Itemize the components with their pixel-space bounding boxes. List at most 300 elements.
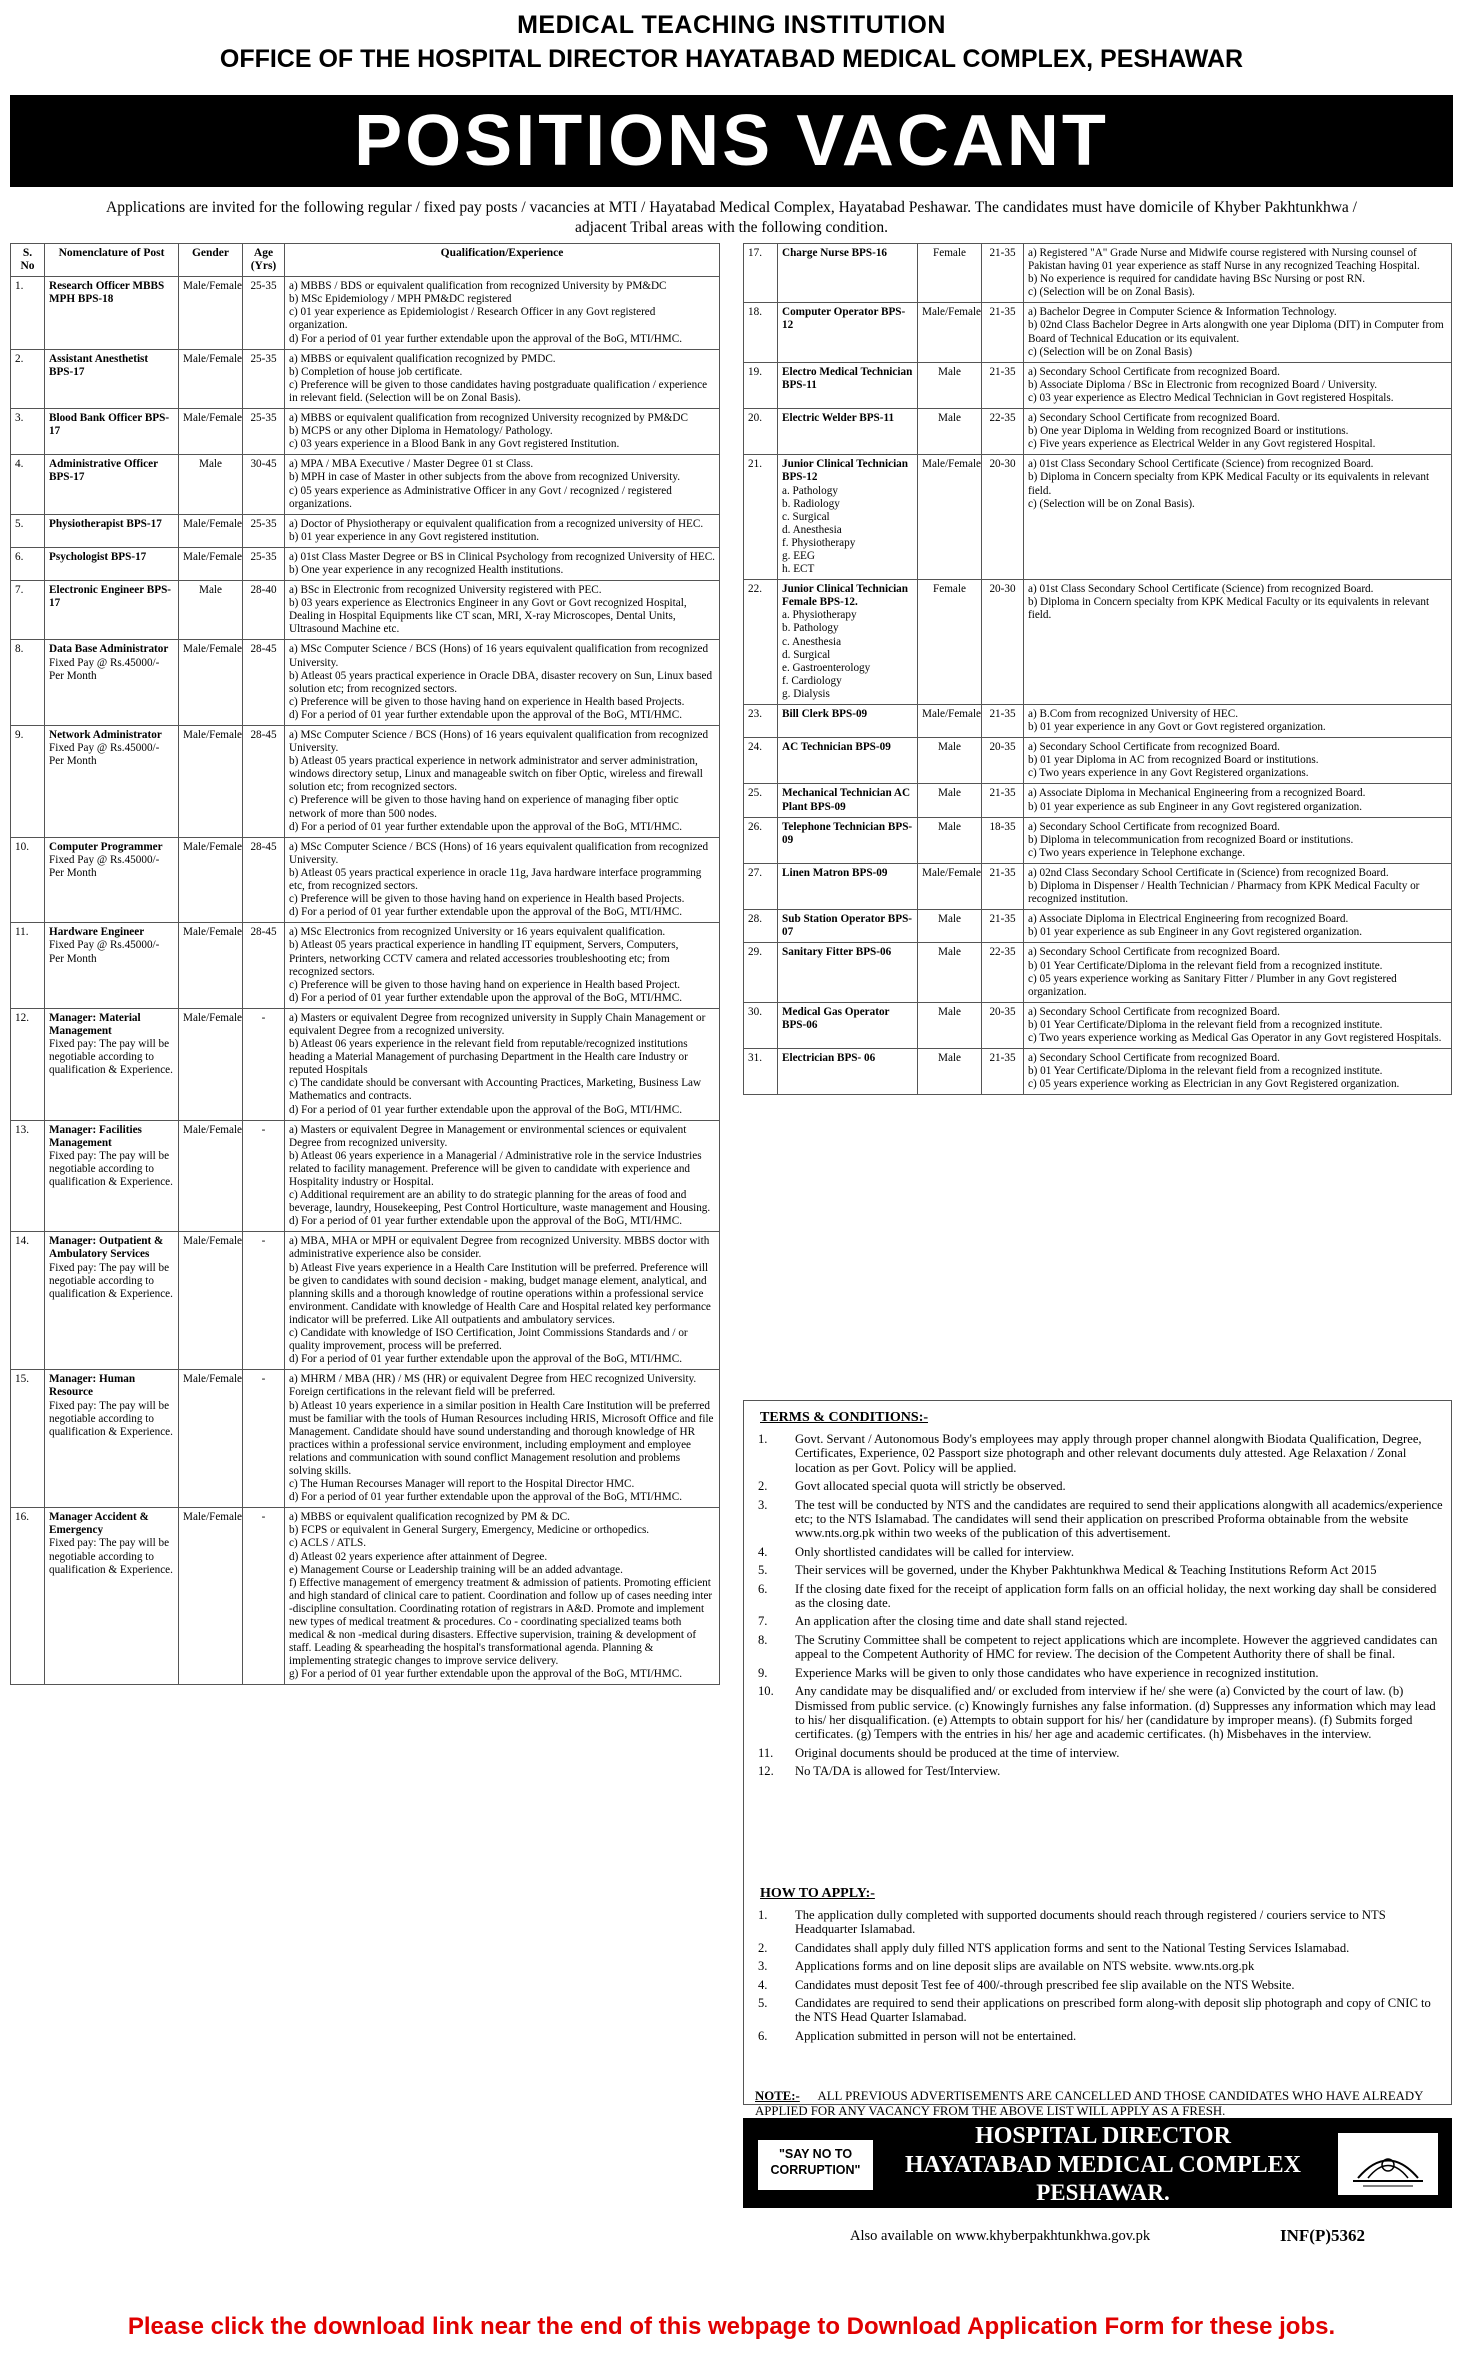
- qualification-cell: [285, 277, 720, 349]
- serial-number: 12.: [11, 1008, 45, 1120]
- qualification-cell: [1024, 705, 1452, 738]
- terms-heading: TERMS & CONDITIONS:-: [760, 1410, 929, 1425]
- qualification-line: a) 01st Class Master Degree or BS in Clinical Psychology from recognized University of HEC.: [289, 550, 715, 563]
- post-cell: [778, 244, 918, 303]
- qualification-line: a) MSc Computer Science / BCS (Hons) of 16 years equivalent qualification from recognized University.: [289, 643, 709, 669]
- age-cell: 22-35: [982, 409, 1024, 455]
- position-row: [744, 1049, 1452, 1095]
- list-item: [755, 1498, 1445, 1541]
- qualification-cell: [1024, 863, 1452, 909]
- position-row: [11, 1508, 720, 1685]
- post-cell: [778, 455, 918, 580]
- signatory-organization: HAYATABAD MEDICAL COMPLEX: [904, 2152, 1302, 2178]
- qualification-line: a) MPA / MBA Executive / Master Degree 01 st Class.: [289, 458, 534, 471]
- post-title: Mechanical Technician AC Plant BPS-09: [782, 787, 911, 813]
- post-cell: [45, 409, 179, 455]
- qualification-line: d) For a period of 01 year further extendable upon the approval of the BoG, MTI/HMC.: [289, 332, 683, 345]
- qualification-line: b) Associate Diploma / BSc in Electronic from recognized Board / University.: [1028, 378, 1378, 391]
- list-item: [755, 1563, 1445, 1577]
- gender-cell: Male/Female: [179, 1120, 243, 1232]
- item-number: 3.: [758, 1959, 768, 1974]
- post-subtitle: a. Physiotherapy b. Pathology c. Anesthesia d. Surgical e. Gastroenterology f. Cardiology g. Dialysis: [782, 609, 871, 700]
- post-cell: [45, 837, 179, 923]
- post-title: Sanitary Fitter BPS-06: [782, 946, 892, 959]
- qualification-cell: [285, 349, 720, 408]
- qualification-line: c) Preference will be given to those having hand on experience in Health based Project.: [289, 978, 681, 991]
- position-row: [11, 409, 720, 455]
- serial-number: 1.: [11, 277, 45, 349]
- position-row: [744, 863, 1452, 909]
- list-item: [755, 1545, 1445, 1559]
- qualification-line: c) Two years experience working as Medical Gas Operator in any Govt registered Hospitals.: [1028, 1031, 1442, 1044]
- item-number: 7.: [758, 1614, 768, 1629]
- item-number: 3.: [758, 1497, 768, 1512]
- item-number: 6.: [758, 1581, 768, 1596]
- list-item: [755, 2029, 1445, 2043]
- position-row: [744, 784, 1452, 817]
- serial-number: 10.: [11, 837, 45, 923]
- serial-number: 27.: [744, 863, 778, 909]
- qualification-line: d) For a period of 01 year further extendable upon the approval of the BoG, MTI/HMC.: [289, 1353, 683, 1366]
- list-item: [755, 1978, 1445, 1992]
- post-cell: [45, 349, 179, 408]
- qualification-cell: [1024, 817, 1452, 863]
- download-notice: Please click the download link near the end of this webpage to Download Application Form for these jobs.: [127, 2313, 1336, 2340]
- position-row: [744, 705, 1452, 738]
- item-text: Their services will be governed, under the Khyber Pakhtunkhwa Medical & Teaching Institutions Reform Act 2015: [795, 1563, 1377, 1578]
- item-number: 1.: [758, 1908, 768, 1922]
- qualification-line: c) ACLS / ATLS.: [289, 1537, 367, 1550]
- positions-vacant-banner: POSITIONS VACANT: [10, 95, 1453, 187]
- gender-cell: Male: [918, 817, 982, 863]
- serial-number: 8.: [11, 640, 45, 726]
- qualification-line: a) Secondary School Certificate from recognized Board.: [1028, 820, 1280, 833]
- serial-number: 21.: [744, 455, 778, 580]
- age-cell: 25-35: [243, 409, 285, 455]
- post-title: Manager Accident & Emergency: [49, 1511, 149, 1537]
- qualification-line: a) Associate Diploma in Mechanical Engineering from a recognized Board.: [1028, 787, 1366, 800]
- qualification-cell: [1024, 738, 1452, 784]
- list-item: [755, 1959, 1445, 1973]
- post-cell: [45, 455, 179, 514]
- qualification-line: a) MBBS / BDS or equivalent qualification from recognized University by PM&DC: [289, 280, 667, 293]
- qualification-cell: [285, 547, 720, 580]
- terms-list: [755, 1432, 1445, 1783]
- qualification-line: d) For a period of 01 year further extendable upon the approval of the BoG, MTI/HMC.: [289, 1491, 683, 1504]
- qualification-line: a) Registered "A" Grade Nurse and Midwife course registered with Nursing counsel of Pakistan having 01 year experience as staff Nurse in any recognized Teaching Hospital.: [1028, 247, 1420, 273]
- item-text: Govt allocated special quota will strictly be observed.: [795, 1479, 1066, 1494]
- age-cell: 28-45: [243, 837, 285, 923]
- qualification-cell: [1024, 580, 1452, 705]
- serial-number: 30.: [744, 1002, 778, 1048]
- gender-cell: Male/Female: [179, 514, 243, 547]
- serial-number: 15.: [11, 1370, 45, 1508]
- gender-cell: Male: [918, 1049, 982, 1095]
- post-title: Junior Clinical Technician Female BPS-12.: [782, 583, 908, 609]
- item-number: 6.: [758, 2028, 768, 2043]
- qualification-line: b) FCPS or equivalent in General Surgery, Emergency, Medicine or orthopedics.: [289, 1524, 650, 1537]
- gender-cell: Female: [918, 244, 982, 303]
- age-cell: 21-35: [982, 1049, 1024, 1095]
- age-cell: 20-30: [982, 580, 1024, 705]
- serial-number: 11.: [11, 923, 45, 1009]
- post-cell: [45, 640, 179, 726]
- qualification-line: b) One year experience in any recognized Health institutions.: [289, 563, 564, 576]
- qualification-line: a) MBBS or equivalent qualification from recognized University recognized by PM&DC: [289, 412, 688, 425]
- qualification-line: a) MSc Computer Science / BCS (Hons) of 16 years equivalent qualification from recognized University.: [289, 840, 709, 866]
- serial-number: 28.: [744, 910, 778, 943]
- qualification-cell: [1024, 910, 1452, 943]
- post-title: Psychologist BPS-17: [49, 550, 147, 563]
- qualification-line: a) Secondary School Certificate from recognized Board.: [1028, 412, 1280, 425]
- serial-number: 7.: [11, 581, 45, 640]
- intro-text: [20, 198, 1443, 238]
- post-subtitle: Fixed Pay @ Rs.45000/- Per Month: [49, 939, 160, 965]
- post-cell: [778, 910, 918, 943]
- serial-number: 23.: [744, 705, 778, 738]
- post-title: Electric Welder BPS-11: [782, 412, 895, 425]
- post-title: Charge Nurse BPS-16: [782, 247, 888, 259]
- qualification-cell: [285, 455, 720, 514]
- position-row: [744, 409, 1452, 455]
- qualification-cell: [1024, 1002, 1452, 1048]
- post-cell: [45, 1008, 179, 1120]
- qualification-line: g) For a period of 01 year further extendable upon the approval of the BoG, MTI/HMC.: [289, 1668, 683, 1681]
- post-title: Linen Matron BPS-09: [782, 866, 888, 879]
- qualification-line: b) Atleast 05 years practical experience in oracle 11g, Java hardware interface programming etc, from recognized sectors.: [289, 866, 702, 893]
- qualification-line: c) Additional requirement are an ability to do strategic planning for the areas of food and beverage, laundry, Housekeeping, Pest Control Horticulture, waste management and Housing.: [289, 1189, 711, 1215]
- qualification-line: a) Secondary School Certificate from recognized Board.: [1028, 365, 1280, 378]
- qualification-line: c) 01 year experience as Epidemiologist / Research Officer in any Govt registered organization.: [289, 306, 656, 332]
- qualification-line: b) MCPS or any other Diploma in Hematology/ Pathology.: [289, 425, 553, 438]
- intro-line-1: Applications are invited for the following regular / fixed pay posts / vacancies at MTI / Hayatabad Medical Complex, Hayatabad Peshawar. The candidates must have domicile of Khyber Pakhtunkhwa /: [106, 199, 1357, 216]
- qualification-cell: [285, 581, 720, 640]
- gender-cell: Male/Female: [179, 1232, 243, 1370]
- gender-cell: Male/Female: [918, 705, 982, 738]
- list-item: [755, 1764, 1445, 1778]
- col-age: Age (Yrs): [243, 244, 285, 277]
- qualification-line: c) Preference will be given to those having hand on experience in Health based Projects.: [289, 893, 685, 906]
- qualification-line: c) Candidate with knowledge of ISO Certification, Joint Commissions Standards and / or quality improvement, process will be preferred.: [289, 1327, 688, 1353]
- item-text: Candidates are required to send their applications on prescribed form along-with deposit slip photograph and copy of CNIC to the NTS Head Quarter Islamabad.: [795, 1996, 1431, 2025]
- position-row: [744, 580, 1452, 705]
- qualification-cell: [285, 1232, 720, 1370]
- position-row: [11, 1008, 720, 1120]
- serial-number: 4.: [11, 455, 45, 514]
- serial-number: 5.: [11, 514, 45, 547]
- qualification-line: a) BSc in Electronic from recognized University registered with PEC.: [289, 584, 602, 597]
- qualification-line: a) 01st Class Secondary School Certificate (Science) from recognized Board.: [1028, 583, 1374, 596]
- gender-cell: Male/Female: [179, 409, 243, 455]
- position-row: [11, 1370, 720, 1508]
- item-text: An application after the closing time and date shall stand rejected.: [795, 1614, 1128, 1629]
- qualification-line: d) For a period of 01 year further extendable upon the approval of the BoG, MTI/HMC.: [289, 1103, 683, 1116]
- position-row: [744, 303, 1452, 362]
- age-cell: 25-35: [243, 547, 285, 580]
- left-positions-table: [10, 243, 720, 1685]
- post-title: Manager: Outpatient & Ambulatory Services: [49, 1235, 164, 1261]
- post-cell: [778, 580, 918, 705]
- post-cell: [778, 738, 918, 784]
- qualification-cell: [1024, 943, 1452, 1002]
- age-cell: 21-35: [982, 362, 1024, 408]
- post-title: Telephone Technician BPS-09: [782, 820, 913, 846]
- item-text: Only shortlisted candidates will be called for interview.: [795, 1544, 1074, 1559]
- post-cell: [778, 362, 918, 408]
- qualification-line: a) Masters or equivalent Degree in Management or environmental sciences or equivalent Degree from recognized university.: [289, 1123, 687, 1149]
- gender-cell: Male/Female: [179, 923, 243, 1009]
- how-to-apply-heading: HOW TO APPLY:-: [760, 1886, 875, 1901]
- position-row: [11, 837, 720, 923]
- qualification-line: a) MBBS or equivalent qualification recognized by PMDC.: [289, 352, 556, 365]
- qualification-line: c) 05 years experience as Administrative Officer in any Govt / recognized / registered organizations.: [289, 484, 672, 510]
- qualification-line: b) 01 year experience in any Govt or Govt registered organization.: [1028, 721, 1326, 734]
- qualification-cell: [285, 1120, 720, 1232]
- age-cell: 21-35: [982, 303, 1024, 362]
- item-text: No TA/DA is allowed for Test/Interview.: [795, 1764, 1001, 1779]
- post-cell: [45, 1370, 179, 1508]
- serial-number: 20.: [744, 409, 778, 455]
- post-title: Assistant Anesthetist BPS-17: [49, 352, 149, 378]
- serial-number: 17.: [744, 244, 778, 303]
- post-title: AC Technician BPS-09: [782, 741, 891, 754]
- post-title: Physiotherapist BPS-17: [49, 517, 162, 530]
- position-row: [744, 362, 1452, 408]
- age-cell: -: [243, 1120, 285, 1232]
- item-number: 1.: [758, 1432, 768, 1446]
- qualification-cell: [285, 640, 720, 726]
- list-item: [755, 1746, 1445, 1760]
- qualification-line: a) Secondary School Certificate from recognized Board.: [1028, 946, 1280, 959]
- post-title: Data Base Administrator: [49, 643, 169, 656]
- qualification-cell: [285, 1008, 720, 1120]
- item-number: 5.: [758, 1996, 768, 2011]
- note: [755, 2089, 1445, 2119]
- position-row: [11, 1120, 720, 1232]
- qualification-line: c) Two years experience in any Govt Registered organizations.: [1028, 767, 1309, 780]
- office-title: OFFICE OF THE HOSPITAL DIRECTOR HAYATABAD MEDICAL COMPLEX, PESHAWAR: [219, 45, 1244, 73]
- post-title: Sub Station Operator BPS-07: [782, 913, 913, 939]
- age-cell: 30-45: [243, 455, 285, 514]
- age-cell: 22-35: [982, 943, 1024, 1002]
- qualification-line: b) Atleast 05 years practical experience in Oracle DBA, disaster recovery on Sun, Linux based solution etc; from recognized sectors.: [289, 669, 713, 695]
- post-subtitle: Fixed pay: The pay will be negotiable according to qualification & Experience.: [49, 1537, 173, 1576]
- age-cell: 28-45: [243, 923, 285, 1009]
- signatory-city: PESHAWAR.: [1036, 2180, 1170, 2205]
- qualification-line: b) Atleast 05 years practical experience in handling IT equipment, Servers, Computers, Printers, networking CCTV camera and related accessories troubleshooting etc; from recognized sectors.: [289, 939, 679, 978]
- item-number: 4.: [758, 1977, 768, 1992]
- right-positions-table: [743, 243, 1452, 1095]
- position-row: [744, 738, 1452, 784]
- qualification-line: c) 03 years experience in a Blood Bank in any Govt registered Institution.: [289, 438, 620, 451]
- position-row: [11, 1232, 720, 1370]
- position-row: [744, 817, 1452, 863]
- qualification-line: a) B.Com from recognized University of HEC.: [1028, 708, 1239, 720]
- age-cell: 21-35: [982, 863, 1024, 909]
- col-gender: Gender: [179, 244, 243, 277]
- post-title: Electronic Engineer BPS-17: [49, 584, 172, 610]
- item-text: Candidates must deposit Test fee of 400/-through prescribed fee slip available on the NTS Website.: [795, 1977, 1295, 1992]
- post-subtitle: Fixed pay: The pay will be negotiable according to qualification & Experience.: [49, 1149, 173, 1188]
- qualification-cell: [1024, 455, 1452, 580]
- qualification-line: b) 01 Year Certificate/Diploma in the relevant field from a recognized institute.: [1028, 959, 1383, 972]
- qualification-cell: [285, 1370, 720, 1508]
- gender-cell: Male/Female: [179, 640, 243, 726]
- serial-number: 9.: [11, 726, 45, 838]
- age-cell: 28-40: [243, 581, 285, 640]
- post-subtitle: Fixed pay: The pay will be negotiable according to qualification & Experience.: [49, 1038, 173, 1077]
- post-cell: [778, 784, 918, 817]
- qualification-line: b) Atleast Five years experience in a Health Care Institution will be preferred. Preference will be given to candidates with sound decision - making, budget manage element, analytical, and planning skills and a thorough knowledge of routine operations within a professional service environment. Candidate with knowledge of Health Care and Hospital related key performance indicator will be preferred. Like All outpatients and ambulatory services.: [289, 1261, 711, 1326]
- serial-number: 22.: [744, 580, 778, 705]
- list-item: [755, 1908, 1445, 1937]
- qualification-line: c) 05 years experience working as Sanitary Fitter / Plumber in any Govt registered organization.: [1028, 972, 1397, 998]
- post-title: Bill Clerk BPS-09: [782, 708, 868, 720]
- qualification-line: a) MSc Electronics from recognized University or 16 years equivalent qualification.: [289, 926, 666, 939]
- qualification-cell: [1024, 784, 1452, 817]
- post-cell: [45, 547, 179, 580]
- post-title: Electro Medical Technician BPS-11: [782, 365, 913, 391]
- qualification-line: b) Atleast 05 years practical experience in network administrator and server administration, windows directory setup, Linux and manageable switch on fiber Optic, wireless and firewall solution etc; from recognized sectors.: [289, 755, 703, 794]
- post-title: Manager: Human Resource: [49, 1373, 136, 1399]
- serial-number: 13.: [11, 1120, 45, 1232]
- list-item: [755, 1614, 1445, 1628]
- position-row: [744, 455, 1452, 580]
- qualification-line: b) Diploma in Concern specialty from KPK Medical Faculty or its equivalents in relevant field.: [1028, 596, 1430, 622]
- qualification-line: a) Secondary School Certificate from recognized Board.: [1028, 741, 1280, 754]
- qualification-line: a) Associate Diploma in Electrical Engineering from recognized Board.: [1028, 913, 1349, 926]
- post-subtitle: Fixed pay: The pay will be negotiable according to qualification & Experience.: [49, 1261, 173, 1300]
- qualification-line: b) Atleast 06 years experience in the relevant field from reputable/recognized institutions heading a Material Management of purchasing Department in the Health care Industry or reputed Hospitals: [289, 1038, 688, 1077]
- qualification-cell: [285, 726, 720, 838]
- item-number: 4.: [758, 1544, 768, 1559]
- post-cell: [778, 1049, 918, 1095]
- age-cell: -: [243, 1232, 285, 1370]
- post-title: Computer Programmer: [49, 840, 163, 853]
- intro-line-2: adjacent Tribal areas with the following condition.: [575, 219, 888, 236]
- qualification-line: c) The candidate should be conversant with Accounting Practices, Marketing, Business Law Mathematics and contracts.: [289, 1077, 702, 1103]
- item-text: The application dully completed with supported documents should reach through registered / couriers service to NTS Headquarter Islamabad.: [795, 1908, 1386, 1937]
- qualification-line: a) 02nd Class Secondary School Certificate in (Science) from recognized Board.: [1028, 866, 1389, 879]
- gender-cell: Male: [918, 738, 982, 784]
- qualification-line: a) MBBS or equivalent qualification recognized by PM & DC.: [289, 1511, 570, 1524]
- qualification-line: e) Management Course or Leadership training will be an added advantage.: [289, 1563, 623, 1576]
- age-cell: 21-35: [982, 244, 1024, 303]
- note-label: NOTE:-: [755, 2089, 800, 2103]
- post-cell: [778, 409, 918, 455]
- position-row: [744, 244, 1452, 303]
- emblem-graphic: [1338, 2133, 1438, 2195]
- age-cell: 21-35: [982, 705, 1024, 738]
- qualification-line: d) For a period of 01 year further extendable upon the approval of the BoG, MTI/HMC.: [289, 906, 683, 919]
- qualification-line: b) Diploma in Dispenser / Health Technician / Pharmacy from KPK Medical Faculty or recognized institution.: [1028, 880, 1420, 906]
- qualification-cell: [1024, 362, 1452, 408]
- qualification-line: c) Preference will be given to those having hand on experience in Health based Projects.: [289, 695, 685, 708]
- post-cell: [45, 1232, 179, 1370]
- inf-number: INF(P)5362: [1280, 2226, 1365, 2245]
- qualification-line: a) 01st Class Secondary School Certificate (Science) from recognized Board.: [1028, 458, 1374, 471]
- post-subtitle: a. Pathology b. Radiology c. Surgical d. Anesthesia f. Physiotherapy g. EEG h. ECT: [782, 484, 856, 576]
- post-subtitle: Fixed Pay @ Rs.45000/- Per Month: [49, 853, 160, 879]
- post-subtitle: Fixed pay: The pay will be negotiable according to qualification & Experience.: [49, 1399, 173, 1438]
- age-cell: -: [243, 1508, 285, 1685]
- gender-cell: Male/Female: [179, 837, 243, 923]
- qualification-cell: [285, 1508, 720, 1685]
- qualification-line: a) MBA, MHA or MPH or equivalent Degree from recognized University. MBBS doctor with administrative experience also be consider.: [289, 1235, 710, 1261]
- age-cell: 20-35: [982, 738, 1024, 784]
- qualification-line: b) 03 years experience as Electronics Engineer in any Govt or Govt recognized Hospital, Dealing in Hospital Equipments like CT scan, MRI, X-ray Microscopes, Dental Units, Ultrasound Machine etc.: [289, 597, 687, 636]
- list-item: [755, 1479, 1445, 1493]
- item-number: 8.: [758, 1632, 768, 1647]
- col-sno: S. No: [11, 244, 45, 277]
- note-text: ALL PREVIOUS ADVERTISEMENTS ARE CANCELLED AND THOSE CANDIDATES WHO HAVE ALREADY APPLIED FOR ANY VACANCY FROM THE ABOVE LIST WILL APPLY AS A FRESH.: [755, 2089, 1423, 2118]
- age-cell: -: [243, 1008, 285, 1120]
- qualification-cell: [1024, 409, 1452, 455]
- qualification-line: b) Atleast 10 years experience in a similar position in Health Care Institution will be preferred must be familiar with the tools of Human Resources including HRIS, Microsoft Office and file Management. Candidate should have sound understanding and thorough knowledge of HR practices within a professional service environment, including employment and employee relations and communication with sound conflict Management resolution and problems solving skills.: [289, 1399, 714, 1477]
- qualification-line: b) 02nd Class Bachelor Degree in Arts alongwith one year Diploma (DIT) in Computer from Board of Technical Education or its equivalent.: [1028, 319, 1444, 345]
- qualification-line: b) 01 year experience in any Govt registered institution.: [289, 530, 540, 543]
- post-title: Computer Operator BPS-12: [782, 306, 906, 332]
- item-text: Any candidate may be disqualified and/ or excluded from interview if he/ she were (a) Convicted by the court of law. (b) Dismissed from public service. (c) Knowingly furnishes any false information. (d) Suppresses any information which may lead to his/ her disqualification. (e) Attempts to obtain support for his/ her (candidature by improper means). (f) Submits forged certificates. (g) Tempers with the entries in his/ her age and academic certificates. (h) Misbehaves in the interview.: [795, 1684, 1436, 1742]
- serial-number: 14.: [11, 1232, 45, 1370]
- item-number: 12.: [758, 1764, 774, 1779]
- list-item: [755, 1666, 1445, 1680]
- qualification-line: b) Completion of house job certificate.: [289, 365, 463, 378]
- position-row: [11, 726, 720, 838]
- item-text: If the closing date fixed for the receipt of application form falls on an official holiday, the next working day shall be considered as the closing date.: [795, 1581, 1437, 1611]
- item-text: The test will be conducted by NTS and the candidates are required to send their applications alongwith all academics/experience etc; to the NTS Islamabad. The candidates will send their application on prescribed Proforma obtainable from the website www.nts.org.pk within two weeks of the publication of this advertisement.: [795, 1497, 1443, 1541]
- qualification-line: c) 05 years experience working as Electrician in any Govt Registered organization.: [1028, 1078, 1400, 1091]
- post-title: Research Officer MBBS MPH BPS-18: [49, 280, 165, 306]
- list-item: [755, 1684, 1445, 1742]
- qualification-cell: [1024, 1049, 1452, 1095]
- gender-cell: Male/Female: [179, 1008, 243, 1120]
- age-cell: -: [243, 1370, 285, 1508]
- qualification-line: a) Doctor of Physiotherapy or equivalent qualification from a recognized university of HEC.: [289, 517, 704, 530]
- age-cell: 25-35: [243, 277, 285, 349]
- list-item: [755, 1432, 1445, 1475]
- website-notice: Also available on www.khyberpakhtunkhwa.gov.pk: [850, 2228, 1151, 2244]
- gender-cell: Male/Female: [179, 1508, 243, 1685]
- post-title: Medical Gas Operator BPS-06: [782, 1005, 890, 1031]
- serial-number: 19.: [744, 362, 778, 408]
- age-cell: 21-35: [982, 910, 1024, 943]
- gender-cell: Male/Female: [179, 547, 243, 580]
- qualification-line: c) Preference will be given to those having hand on experience of managing fiber optic network of more than 500 nodes.: [289, 794, 679, 820]
- post-title: Junior Clinical Technician BPS-12: [782, 458, 908, 484]
- qualification-line: d) For a period of 01 year further extendable upon the approval of the BoG, MTI/HMC.: [289, 820, 683, 833]
- qualification-line: b) 01 Year Certificate/Diploma in the relevant field from a recognized institute.: [1028, 1065, 1383, 1078]
- position-row: [11, 581, 720, 640]
- position-row: [11, 640, 720, 726]
- item-number: 2.: [758, 1479, 768, 1494]
- list-item: [755, 1996, 1445, 2025]
- list-item: [755, 1941, 1445, 1955]
- qualification-line: b) Diploma in telecommunication from recognized Board or institutions.: [1028, 833, 1354, 846]
- gender-cell: Female: [918, 580, 982, 705]
- qualification-line: b) MSc Epidemiology / MPH PM&DC registered: [289, 293, 512, 306]
- qualification-line: d) For a period of 01 year further extendable upon the approval of the BoG, MTI/HMC.: [289, 1215, 683, 1228]
- position-row: [744, 910, 1452, 943]
- post-subtitle: Fixed Pay @ Rs.45000/- Per Month: [49, 742, 160, 768]
- post-title: Electrician BPS- 06: [782, 1052, 876, 1065]
- serial-number: 16.: [11, 1508, 45, 1685]
- qualification-line: c) Two years experience in Telephone exchange.: [1028, 846, 1246, 859]
- col-post: Nomenclature of Post: [45, 244, 179, 277]
- col-qualification: Qualification/Experience: [285, 244, 720, 277]
- post-cell: [778, 705, 918, 738]
- gender-cell: Male: [918, 409, 982, 455]
